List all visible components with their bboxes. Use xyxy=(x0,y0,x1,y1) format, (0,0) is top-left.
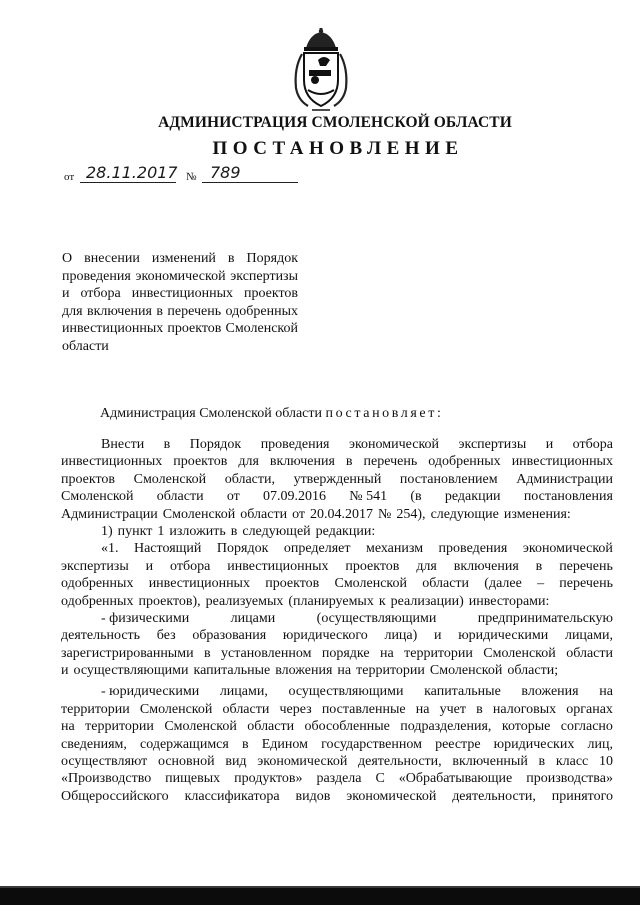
body-word: осуществляющими xyxy=(288,684,404,700)
body-word: деятельности, xyxy=(358,754,442,770)
body-word: инвестиционных xyxy=(61,454,163,470)
body-word: и xyxy=(145,558,154,574)
body-word: в xyxy=(163,437,171,452)
body-line xyxy=(61,575,613,592)
body-word: содержащимся xyxy=(140,736,229,752)
body-word: изменения: xyxy=(503,506,571,522)
body-word: которые xyxy=(501,719,551,735)
number-underline xyxy=(202,182,298,183)
date-underline xyxy=(80,182,176,183)
body-word: 07.09.2016 xyxy=(263,489,327,505)
body-word: включения xyxy=(453,558,519,574)
body-word: «Производство xyxy=(61,771,152,787)
body-word: экономической xyxy=(522,541,613,557)
body-word: – xyxy=(537,576,545,592)
body-line xyxy=(61,788,613,805)
preamble-keyword: постановляет: xyxy=(325,406,444,421)
body-line xyxy=(61,627,613,644)
body-word: классификатора xyxy=(184,788,280,804)
scan-bottom-edge xyxy=(0,886,640,905)
body-word: «1. xyxy=(101,541,119,557)
body-word: экономической xyxy=(257,754,348,770)
body-word: 254), xyxy=(396,506,426,522)
body-word: осуществляют xyxy=(61,754,148,770)
body-word: области xyxy=(566,645,613,661)
body-word: для xyxy=(238,454,259,470)
body-line xyxy=(61,662,613,679)
body-word: проектов xyxy=(265,576,320,592)
body-word: лицами, xyxy=(564,628,613,644)
body-word: деятельность xyxy=(61,628,141,644)
body-word: Смоленской xyxy=(139,701,213,717)
body-word: предпринимательскую xyxy=(477,610,613,626)
body-word: включенный xyxy=(452,754,528,770)
body-word: в xyxy=(230,523,238,539)
body-word: постановлением xyxy=(399,471,498,487)
body-word: - юридическими xyxy=(101,684,200,700)
body-word: и xyxy=(61,663,69,679)
body-word: в xyxy=(535,558,543,574)
body-word: 1) xyxy=(101,523,113,539)
body-word: на xyxy=(415,701,430,717)
body-word: лица) xyxy=(384,628,418,644)
date-label: от xyxy=(64,171,75,183)
body-word: редакции: xyxy=(315,523,376,539)
body-line xyxy=(61,701,613,718)
body-word: Смоленской xyxy=(483,645,556,661)
body-line xyxy=(61,718,613,735)
body-line xyxy=(61,610,613,627)
body-word: (далее xyxy=(484,576,522,592)
body-word: инвесторами: xyxy=(468,593,550,609)
body-word: № 541 xyxy=(349,489,388,505)
body-word: 20.04.2017 xyxy=(310,506,374,522)
body-word: механизм xyxy=(365,541,424,557)
body-word: обособленные xyxy=(304,719,390,735)
body-word: от xyxy=(226,489,240,505)
body-line xyxy=(61,683,613,700)
handwritten-date: 28.11.2017 xyxy=(86,163,178,182)
body-word: 10 xyxy=(598,754,613,770)
body-word: юридическими xyxy=(458,628,549,644)
body-word: включения xyxy=(269,454,335,470)
body-word: Смоленской xyxy=(164,719,237,735)
body-word: экономической xyxy=(348,437,440,452)
body-word: вложения xyxy=(521,684,579,700)
body-word: Смоленской xyxy=(334,576,407,592)
body-word: изложить xyxy=(169,523,226,539)
body-word: класс xyxy=(555,754,589,770)
body-word: перечень xyxy=(559,576,613,592)
body-word: Настоящий xyxy=(133,541,202,557)
body-word: № xyxy=(378,506,392,522)
body-word: в xyxy=(241,736,249,752)
body-word: одобренных xyxy=(61,576,134,592)
body-word: юридического xyxy=(282,628,368,644)
body-word: проведения xyxy=(260,437,330,452)
body-word: и xyxy=(434,628,442,644)
body-word: Едином xyxy=(261,736,308,752)
body-word: утвержденный xyxy=(293,471,382,487)
body-word: учет xyxy=(439,701,466,717)
body-word: области xyxy=(422,576,470,592)
body-line xyxy=(61,558,613,575)
body-word: на xyxy=(379,645,394,661)
preamble-text: Администрация Смоленской области xyxy=(100,406,323,421)
body-word: к xyxy=(378,593,386,609)
body-line xyxy=(61,540,613,557)
body-word: осуществляющими xyxy=(73,663,189,679)
body-word: определяет xyxy=(283,541,351,557)
body-word: реализации) xyxy=(390,593,464,609)
body-word: отбора xyxy=(572,437,613,452)
body-word: образования xyxy=(192,628,267,644)
body-word: перечень xyxy=(363,454,418,470)
body-line xyxy=(61,506,613,523)
body-line xyxy=(61,453,613,470)
body-word: пищевых xyxy=(165,771,221,787)
body-word: проектов), xyxy=(138,593,201,609)
body-word: капитальные xyxy=(424,684,501,700)
body-line xyxy=(61,471,613,488)
body-word: проектов xyxy=(173,454,228,470)
body-word: производства» xyxy=(526,771,613,787)
body-word: лиц, xyxy=(587,736,613,752)
body-word: - физическими xyxy=(101,610,190,626)
body-word: следующие xyxy=(430,506,499,522)
body-word: зарегистрированными xyxy=(61,645,194,661)
body-word: вложения xyxy=(275,663,333,679)
body-word: инвестиционных xyxy=(148,576,250,592)
body-word: на xyxy=(61,719,75,735)
body-word: Смоленской xyxy=(162,506,236,522)
body-word: лицами xyxy=(230,610,276,626)
body-line xyxy=(61,488,613,505)
body-word: территории xyxy=(85,719,154,735)
body-word: деятельности, xyxy=(452,788,536,804)
body-word: редакции xyxy=(444,489,501,505)
body-word: порядке xyxy=(321,645,370,661)
body-word: С xyxy=(375,771,385,787)
body-word: через xyxy=(279,701,312,717)
document-subject: О внесении изменений в Порядок проведения экономической экспертизы и отбора инвестиционных проектов для включения в перечень одобренных инвестиционных проектов Смоленской области xyxy=(62,251,298,354)
body-word: принятого xyxy=(551,788,613,804)
body-word: территории xyxy=(404,645,473,661)
body-word: видов xyxy=(295,788,331,804)
smolensk-coat-of-arms-icon xyxy=(288,28,354,112)
body-word: для xyxy=(416,558,437,574)
body-line xyxy=(61,523,613,540)
body-word: (планируемых xyxy=(288,593,374,609)
body-word: реестре xyxy=(435,736,481,752)
body-word: проектов xyxy=(345,558,400,574)
preamble xyxy=(100,405,443,423)
body-word: налоговых xyxy=(492,701,557,717)
body-word: на xyxy=(599,684,613,700)
organization-heading: АДМИНИСТРАЦИЯ СМОЛЕНСКОЙ ОБЛАСТИ xyxy=(158,114,512,131)
body-line xyxy=(61,593,613,610)
body-line xyxy=(61,436,613,453)
body-word: на xyxy=(337,663,352,679)
body-word: от xyxy=(292,506,306,522)
body-word: Смоленской xyxy=(61,489,134,505)
body-word: раздела xyxy=(316,771,362,787)
body-word: постановления xyxy=(523,489,613,505)
body-word: экспертизы xyxy=(458,437,527,452)
body-word: вид xyxy=(225,754,247,770)
body-word: Администрации xyxy=(61,506,158,522)
body-word: отбора xyxy=(170,558,211,574)
body-word: «Обрабатывающие xyxy=(398,771,513,787)
body-word: Внести xyxy=(101,437,145,452)
body-word: согласно xyxy=(560,719,613,735)
body-word: подразделения, xyxy=(400,719,492,735)
body-word: Смоленской xyxy=(133,471,207,487)
body-word: в xyxy=(476,701,483,717)
body-line xyxy=(61,736,613,753)
body-word: продуктов» xyxy=(234,771,303,787)
body-word: экономической xyxy=(346,788,437,804)
body-word: пункт xyxy=(117,523,153,539)
body-word: сведениям, xyxy=(61,736,127,752)
body-word: Порядок xyxy=(189,437,242,452)
body-line xyxy=(61,645,613,662)
body-word: без xyxy=(156,628,176,644)
body-word: области xyxy=(247,719,295,735)
body-word: (в xyxy=(410,489,422,505)
body-word: в xyxy=(538,754,546,770)
body-word: основной xyxy=(157,754,215,770)
body-word: области xyxy=(240,506,288,522)
body-word: реализуемых xyxy=(205,593,284,609)
body-line xyxy=(61,753,613,770)
body-word: Смоленской xyxy=(429,663,503,679)
body-word: области xyxy=(156,489,204,505)
body-word: одобренных xyxy=(61,593,134,609)
body-word: Администрации xyxy=(516,471,613,487)
body-word: области xyxy=(222,701,270,717)
body-word: юридических xyxy=(493,736,575,752)
number-label: № xyxy=(186,171,197,183)
body-word: 1 xyxy=(157,523,165,539)
body-word: экспертизы xyxy=(61,558,129,574)
body-word: проектов xyxy=(61,471,116,487)
body-word: проведения xyxy=(438,541,508,557)
body-word: области; xyxy=(507,663,559,679)
body-word: поставленные xyxy=(321,701,406,717)
body-word: (осуществляющими xyxy=(316,610,437,626)
date-number-line xyxy=(64,164,304,186)
body-word: капитальные xyxy=(193,663,271,679)
body-word: области, xyxy=(224,471,275,487)
body-word: одобренных xyxy=(428,454,501,470)
body-word: территории xyxy=(356,663,425,679)
body-word: Порядок xyxy=(216,541,269,557)
body-word: территории xyxy=(61,701,130,717)
body-word: Общероссийского xyxy=(61,788,169,804)
body-word: перечень xyxy=(559,558,613,574)
handwritten-number: 789 xyxy=(210,163,241,182)
body-line xyxy=(61,770,613,787)
document-type-title: ПОСТАНОВЛЕНИЕ xyxy=(212,138,464,159)
document-body xyxy=(61,436,613,805)
body-word: в xyxy=(345,454,353,470)
body-word: лицами, xyxy=(219,684,268,700)
body-word: органах xyxy=(566,701,613,717)
body-word: в xyxy=(203,645,211,661)
body-word: следующей xyxy=(242,523,311,539)
body-word: инвестиционных xyxy=(227,558,329,574)
body-word: и xyxy=(545,437,554,452)
body-word: государственном xyxy=(321,736,422,752)
body-word: установленном xyxy=(221,645,312,661)
body-word: инвестиционных xyxy=(511,454,613,470)
